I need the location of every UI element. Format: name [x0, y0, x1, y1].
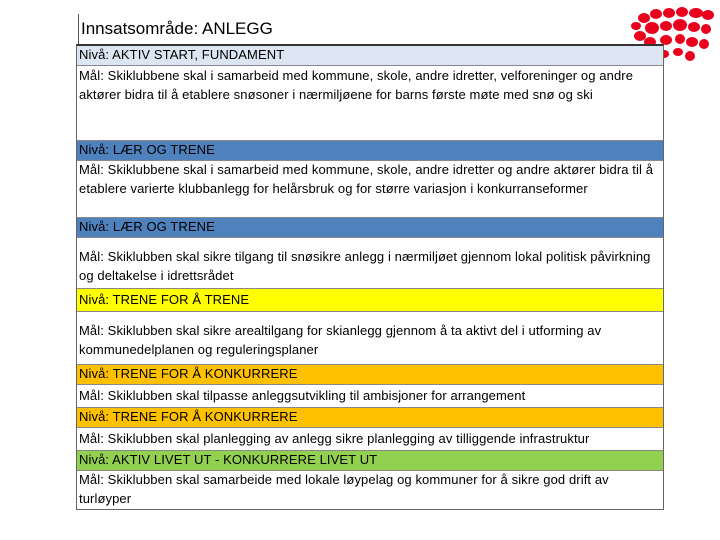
level-row: Nivå: AKTIV START, FUNDAMENT [77, 46, 663, 66]
level-row: Nivå: TRENE FOR Å KONKURRERE [77, 365, 663, 385]
goal-row: Mål: Skiklubben skal samarbeide med lokale løypelag og kommuner for å sikre god drift av turløyper [77, 471, 663, 509]
level-row: Nivå: AKTIV LIVET UT - KONKURRERE LIVET UT [77, 451, 663, 471]
goal-row: Mål: Skiklubben skal planlegging av anlegg sikre planlegging av tilliggende infrastruktur [77, 428, 663, 451]
page-title [78, 14, 668, 44]
goal-row: Mål: Skiklubben skal tilpasse anleggsutvikling til ambisjoner for arrangement [77, 385, 663, 408]
goals-table [76, 44, 664, 510]
level-row: Nivå: LÆR OG TRENE [77, 218, 663, 238]
goal-row: Mål: Skiklubbene skal i samarbeid med kommune, skole, andre idretter og andre aktører bidra til å etablere varierte klubbanlegg for helårsbruk og for større variasjon i konkurranseformer [77, 161, 663, 218]
title-label: Innsatsområde: [81, 19, 199, 38]
level-row: Nivå: TRENE FOR Å KONKURRERE [77, 408, 663, 428]
goal-row: Mål: Skiklubbene skal i samarbeid med kommune, skole, andre idretter, velforeninger og andre aktører bidra til å etablere snøsoner i nærmiljøene for barns første møte med snø og ski [77, 66, 663, 141]
level-row: Nivå: LÆR OG TRENE [77, 141, 663, 161]
goal-row: Mål: Skiklubben skal sikre tilgang til snøsikre anlegg i nærmiljøet gjennom lokal politisk påvirkning og deltakelse i idrettsrådet [77, 238, 663, 289]
goal-row: Mål: Skiklubben skal sikre arealtilgang for skianlegg gjennom å ta aktivt del i utforming av kommunedelplanen og reguleringsplaner [77, 312, 663, 365]
level-row: Nivå: TRENE FOR Å TRENE [77, 289, 663, 312]
title-value: ANLEGG [201, 19, 273, 38]
